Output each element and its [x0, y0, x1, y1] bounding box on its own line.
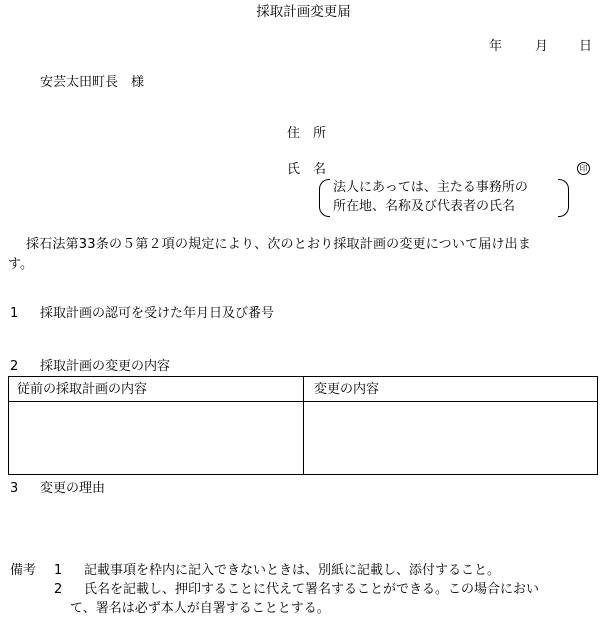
name-label: 氏 名	[287, 162, 327, 177]
address-label: 住 所	[287, 126, 327, 141]
table-divider-vertical	[303, 377, 304, 474]
seal-mark: 印	[577, 162, 590, 175]
item-label: 採取計画の変更の内容	[40, 359, 171, 374]
addressee: 安芸太田町長 様	[40, 75, 145, 90]
note-2	[54, 583, 539, 596]
change-table	[8, 376, 598, 475]
left-bracket	[319, 179, 330, 217]
date-year-label: 年	[489, 39, 503, 54]
corporate-note-line2: 所在地、名称及び代表者の氏名	[333, 199, 516, 214]
note-text: 記載事項を枠内に記入できないときは、別紙に記載し、添付すること。	[84, 563, 501, 578]
item-1	[10, 307, 274, 320]
intro-text-line1: 採石法第33条の５第２項の規定により、次のとおり採取計画の変更について届け出ま	[26, 237, 532, 252]
table-header-change: 変更の内容	[314, 382, 380, 397]
document-title: 採取計画変更届	[256, 4, 351, 20]
note-text: 氏名を記載し、押印することに代えて署名することができる。この場合におい	[84, 582, 540, 597]
corporate-note	[319, 179, 569, 217]
item-number: 2	[10, 359, 19, 374]
corporate-note-line1: 法人にあっては、主たる事務所の	[333, 180, 528, 195]
note-2-continued: て、署名は必ず本人が自署することとする。	[70, 601, 330, 616]
date-month-label: 月	[535, 39, 549, 54]
item-2	[10, 360, 170, 373]
note-number: 1	[54, 563, 63, 578]
table-divider-horizontal	[9, 401, 597, 402]
notes-label: 備考	[10, 563, 37, 578]
note-1	[54, 564, 500, 577]
item-number: 1	[10, 306, 19, 321]
item-3	[10, 482, 105, 495]
item-label: 採取計画の認可を受けた年月日及び番号	[40, 306, 275, 321]
date-day-label: 日	[579, 39, 593, 54]
right-bracket	[558, 179, 569, 217]
item-number: 3	[10, 481, 19, 496]
intro-text-line2: す。	[8, 257, 33, 272]
note-number: 2	[54, 582, 63, 597]
item-label: 変更の理由	[40, 481, 106, 496]
table-header-previous: 従前の採取計画の内容	[17, 382, 148, 397]
